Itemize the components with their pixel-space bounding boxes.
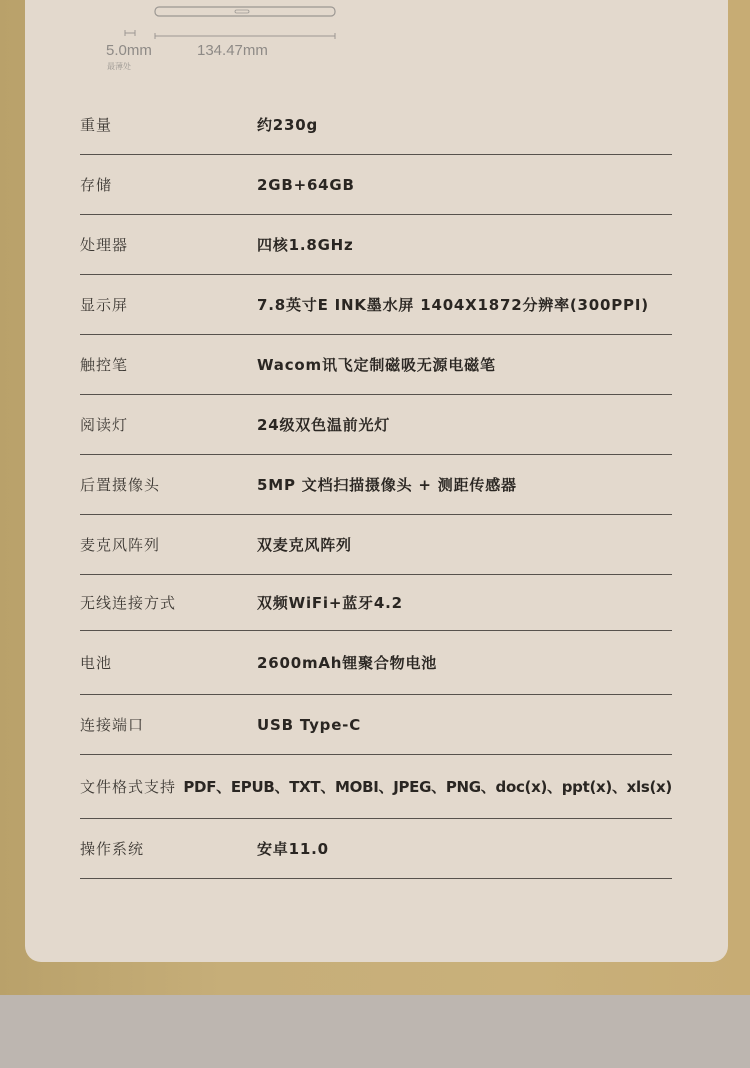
spec-value: 24级双色温前光灯 — [257, 416, 391, 434]
spec-label: 无线连接方式 — [80, 594, 177, 612]
spec-value: 5MP 文档扫描摄像头 + 测距传感器 — [257, 476, 517, 494]
thickness-label: 5.0mm — [106, 42, 152, 59]
spec-row-wireless — [80, 575, 672, 631]
thickness-note: 最薄处 — [107, 62, 131, 71]
spec-label: 后置摄像头 — [80, 476, 161, 494]
spec-label: 处理器 — [80, 236, 129, 254]
spec-row-os — [80, 819, 672, 879]
spec-value: 双频WiFi+蓝牙4.2 — [257, 594, 403, 612]
device-dimension-diagram — [25, 0, 728, 80]
spec-row-rear-camera — [80, 455, 672, 515]
spec-label: 操作系统 — [80, 840, 145, 858]
spec-label: 连接端口 — [80, 716, 145, 734]
spec-value: 双麦克风阵列 — [257, 536, 352, 554]
spec-value: USB Type-C — [257, 715, 362, 734]
spec-card — [25, 0, 728, 962]
spec-label: 阅读灯 — [80, 416, 129, 434]
bottom-gray-band — [0, 995, 750, 1068]
spec-row-reading-light — [80, 395, 672, 455]
spec-label: 存储 — [80, 176, 113, 194]
spec-value: 2600mAh锂聚合物电池 — [257, 654, 438, 672]
spec-value: Wacom讯飞定制磁吸无源电磁笔 — [257, 356, 496, 374]
spec-label: 电池 — [80, 654, 113, 672]
spec-value: 四核1.8GHz — [257, 236, 354, 254]
spec-row-display — [80, 275, 672, 335]
spec-row-file-formats — [80, 755, 672, 819]
spec-row-weight — [80, 95, 672, 155]
spec-row-processor — [80, 215, 672, 275]
spec-label: 重量 — [80, 116, 113, 134]
width-label: 134.47mm — [197, 42, 268, 59]
spec-row-battery — [80, 631, 672, 695]
spec-value: 2GB+64GB — [257, 175, 355, 194]
spec-row-port — [80, 695, 672, 755]
spec-row-storage — [80, 155, 672, 215]
spec-row-microphone — [80, 515, 672, 575]
spec-value: 安卓11.0 — [257, 840, 329, 858]
spec-row-stylus — [80, 335, 672, 395]
spec-label: 显示屏 — [80, 296, 129, 314]
spec-label: 麦克风阵列 — [80, 536, 161, 554]
spec-table — [80, 95, 672, 879]
spec-value: 约230g — [257, 116, 319, 134]
spec-label: 文件格式支持 — [80, 778, 177, 796]
spec-value: 7.8英寸E INK墨水屏 1404X1872分辨率(300PPI) — [257, 296, 649, 314]
spec-label: 触控笔 — [80, 356, 129, 374]
spec-value: PDF、EPUB、TXT、MOBI、JPEG、PNG、doc(x)、ppt(x)、xls(x) — [183, 778, 672, 796]
